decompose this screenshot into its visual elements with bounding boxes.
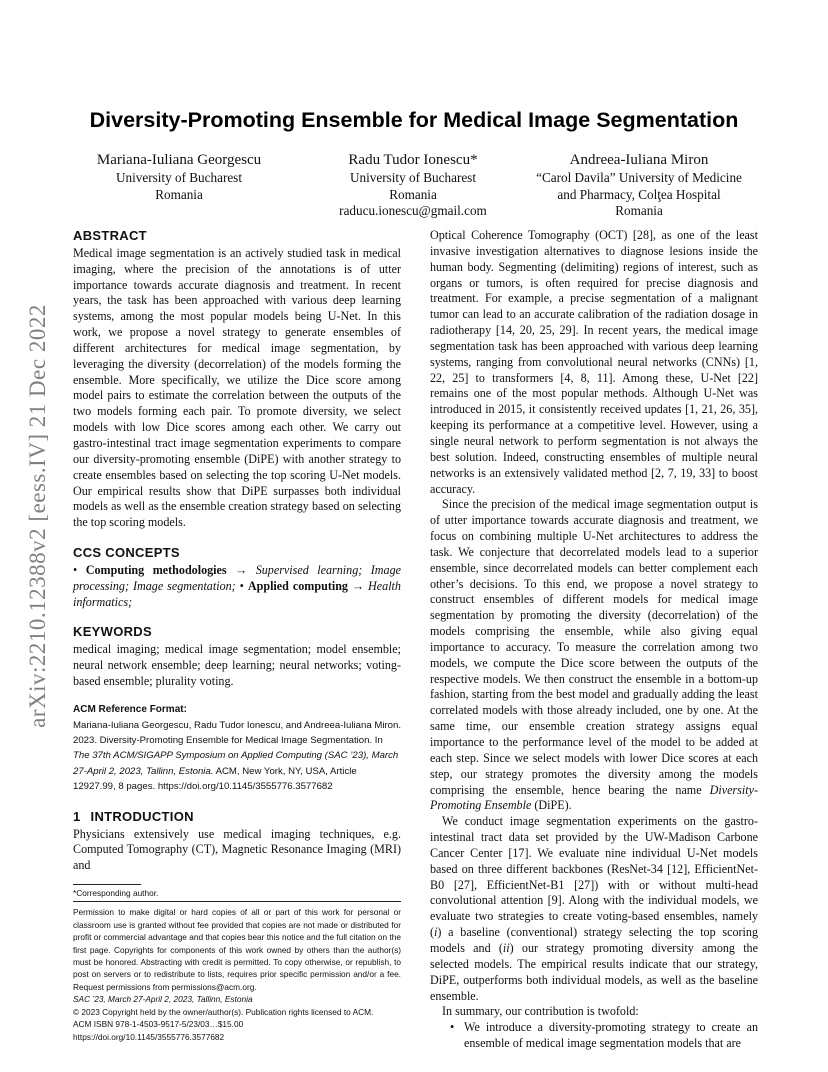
acm-ref-heading: ACM Reference Format: <box>73 703 187 715</box>
author-affiliation-2: and Pharmacy, Colţea Hospital <box>557 186 721 202</box>
ccs-concept-1: Computing methodologies <box>85 562 227 577</box>
ccs-concept-2: Applied computing <box>247 578 348 593</box>
keywords-heading: KEYWORDS <box>73 624 152 640</box>
ccs-bullet: • <box>239 578 244 593</box>
ccs-heading: CCS CONCEPTS <box>73 545 180 561</box>
author-2 <box>318 151 508 220</box>
author-affiliation: “Carol Davila” University of Medicine <box>536 170 742 185</box>
author-affiliation: University of Bucharest <box>350 170 476 185</box>
author-email[interactable]: raducu.ionescu@gmail.com <box>339 203 487 219</box>
author-country: Romania <box>155 186 203 202</box>
left-column <box>73 228 401 1043</box>
author-name: Radu Tudor Ionescu* <box>348 152 478 168</box>
footnote-rule <box>73 884 141 885</box>
acm-ref-rest: ACM, New York, NY, USA, Article 12927.99, 8 pages. https://doi.org/10.1145/3555776.3577682 <box>73 765 357 793</box>
isbn-line: ACM ISBN 978-1-4503-9517-5/23/03…$15.00 <box>73 1019 244 1030</box>
arxiv-id: arXiv:2210.12388v2 [eess.IV] 21 Dec 2022 <box>25 304 50 728</box>
intro-heading <box>73 809 401 825</box>
intro-paragraph-3-end: ) our strategy promoting diversity among the selected models. The empirical results indicate that our strategy, DiPE, outperforms both individual models, as well as the baseline ensemble. <box>430 940 758 1003</box>
bullet-dot: • <box>450 1020 455 1035</box>
doi-link[interactable]: https://doi.org/10.1145/3555776.3577682 <box>73 1031 225 1042</box>
section-title: INTRODUCTION <box>90 808 194 824</box>
footnote: *Corresponding author. <box>73 888 159 899</box>
copyright-line: © 2023 Copyright held by the owner/author(s). Publication rights licensed to ACM. <box>73 1006 374 1017</box>
ccs-arrow: → <box>235 562 248 577</box>
intro-paragraph-2-text: Since the precision of the medical image segmentation output is of utter importance towards accurate diagnosis and treatment, we focus on combining multiple U-Net architectures to address the task. We conjecture that decorrelated models lead to a superior ensemble, since decorrelated models can better complement each other’s decisions. To this end, we propose a novel strategy to construct ensembles of different models for medical image segmentation by promoting the diversity (decorrelation) of the models comprising the ensemble, while also giving equal importance to accuracy. To measure the correlation among two models, we compute the Dice score between the outputs of the respective models. We then construct the ensemble in a bottom-up fashion, starting from the best model and gradually adding the least correlated models with those already included, one by one. At the same time, our ensemble creation strategy assigns equal importance to the performance level of the model to be added at each step. Since we select models with lower Dice scores at each step, our strategy promotes the diversity among the models comprising the ensemble, hence bearing the name <box>430 497 758 797</box>
permission-text: Permission to make digital or hard copies of all or part of this work for personal or classroom use is granted without fee provided that copies are not made or distributed for profit or commercial advantage and that copies bear this notice and the full citation on the first page. Copyrights for components of this work owned by others than the author(s) must be honored. Abstracting with credit is permitted. To copy otherwise, or republish, to post on servers or to redistribute to lists, requires prior specific permission and/or a fee. Request permissions from permissions@acm.org. <box>73 907 401 992</box>
intro-paragraph-3-text: We conduct image segmentation experiments on the gastro-intestinal tract data set provided by the UW-Madison Carbone Cancer Center [17]. We evaluate nine individual U-Net models based on three different backbones (ResNet-34 [12], EfficientNet-B0 [27], EfficientNet-B1 [27]) with or without multi-head convolutional attention [9]. Along with the individual models, we evaluate two strategies to create voting-based ensembles, namely ( <box>430 814 758 940</box>
ccs-items-1: Supervised learning; Image processing; Image segmentation; <box>73 562 401 593</box>
intro-paragraph-1: Optical Coherence Tomography (OCT) [28], as one of the least invasive investigation alternatives to diagnose lesions inside the human body. Segmenting (delimiting) regions of interest, such as organs or tumors, is often required for precise diagnosis and treatment. For example, a precise segmentation of a malignant tumor can lead to an accurate calibration of the radiation dosage in radiotherapy [14, 20, 25, 29]. In recent years, the medical image segmentation task has been approached with various deep learning systems, ranging from convolutional neural networks (CNNs) [1, 22, 25] to transformers [4, 8, 11]. Among these, U-Net [22] remains one of the most popular methods. Although U-Net was introduced in 2015, it consistently received updates [1, 21, 26, 35], keeping its performance at a competitive level. However, using a single neural network to perform segmentation is not always the best solution. Indeed, constructing ensembles of multiple neural networks is an extensively validated method [2, 7, 19, 33] to boost accuracy. <box>430 228 758 496</box>
section-number: 1 <box>73 808 81 824</box>
ccs-arrow: → <box>351 578 365 593</box>
ccs-text <box>73 563 401 611</box>
enum-ii: ii <box>502 940 510 955</box>
permission-block <box>73 901 401 1042</box>
acm-ref-venue: The 37th ACM/SIGAPP Symposium on Applied Computing (SAC ’23), March 27-April 2, 2023, Tallinn, Estonia. <box>73 750 399 777</box>
abstract-heading: ABSTRACT <box>73 228 147 243</box>
author-1 <box>84 151 274 203</box>
acm-ref-authors: Mariana-Iuliana Georgescu, Radu Tudor Ionescu, and Andreea-Iuliana Miron. 2023. Diversity-Promoting Ensemble for Medical Image Segmentation. In <box>73 719 401 747</box>
author-name: Andreea-Iuliana Miron <box>569 152 709 168</box>
contribution-bullet <box>450 1020 758 1052</box>
conference-line: SAC ’23, March 27-April 2, 2023, Tallinn, Estonia <box>73 994 253 1005</box>
keywords-text: medical imaging; medical image segmentation; model ensemble; neural network ensemble; deep learning; neural networks; voting-based ensemble; plurality voting. <box>73 642 401 688</box>
intro-paragraph-2 <box>430 497 758 814</box>
bullet-text: We introduce a diversity-promoting strategy to create an ensemble of medical image segmentation models that are <box>464 1020 758 1051</box>
arxiv-stamp <box>20 286 56 746</box>
intro-text-left: Physicians extensively use medical imaging techniques, e.g. Computed Tomography (CT), Magnetic Resonance Imaging (MRI) and <box>73 826 401 873</box>
paper-title: Diversity-Promoting Ensemble for Medical Image Segmentation <box>89 108 739 132</box>
intro-paragraph-4: In summary, our contribution is twofold: <box>442 1004 639 1019</box>
author-name: Mariana-Iuliana Georgescu <box>96 152 262 168</box>
intro-paragraph-3-mid: ) a baseline (conventional) strategy selecting the top scoring models and ( <box>430 925 758 955</box>
intro-paragraph-2-end: (DiPE). <box>534 798 572 813</box>
right-column <box>430 228 758 1052</box>
enum-i: i <box>434 925 438 940</box>
author-3 <box>519 151 759 220</box>
intro-paragraph-3 <box>430 814 758 1004</box>
ccs-items-2: Health informatics; <box>73 578 401 609</box>
abstract-text: Medical image segmentation is an actively studied task in medical imaging, where the precision of the annotations is of utter importance towards accurate diagnosis and treatment. In recent years, the task has been approached with various deep learning systems, among the most popular models being U-Net. In this work, we propose a novel strategy to generate ensembles of different architectures for medical image segmentation, by leveraging the diversity (decorrelation) of the models forming the ensemble. More specifically, we utilize the Dice score among model pairs to estimate the correlation between the outputs of the two models forming each pair. To promote diversity, we select models with low Dice scores among each other. We carry out gastro-intestinal tract image segmentation experiments to compare our diversity-promoting ensemble (DiPE) with another strategy to create ensembles based on selecting the top scoring U-Net models. Our empirical results show that DiPE surpasses both individual models as well as the ensemble creation strategy based on selecting the top scoring models. <box>73 245 401 530</box>
acm-ref-text <box>73 718 401 795</box>
author-country: Romania <box>389 186 437 202</box>
method-name: Diversity-Promoting Ensemble <box>430 782 758 813</box>
author-country: Romania <box>615 203 663 219</box>
author-affiliation: University of Bucharest <box>116 170 242 185</box>
ccs-bullet: • <box>73 562 78 577</box>
